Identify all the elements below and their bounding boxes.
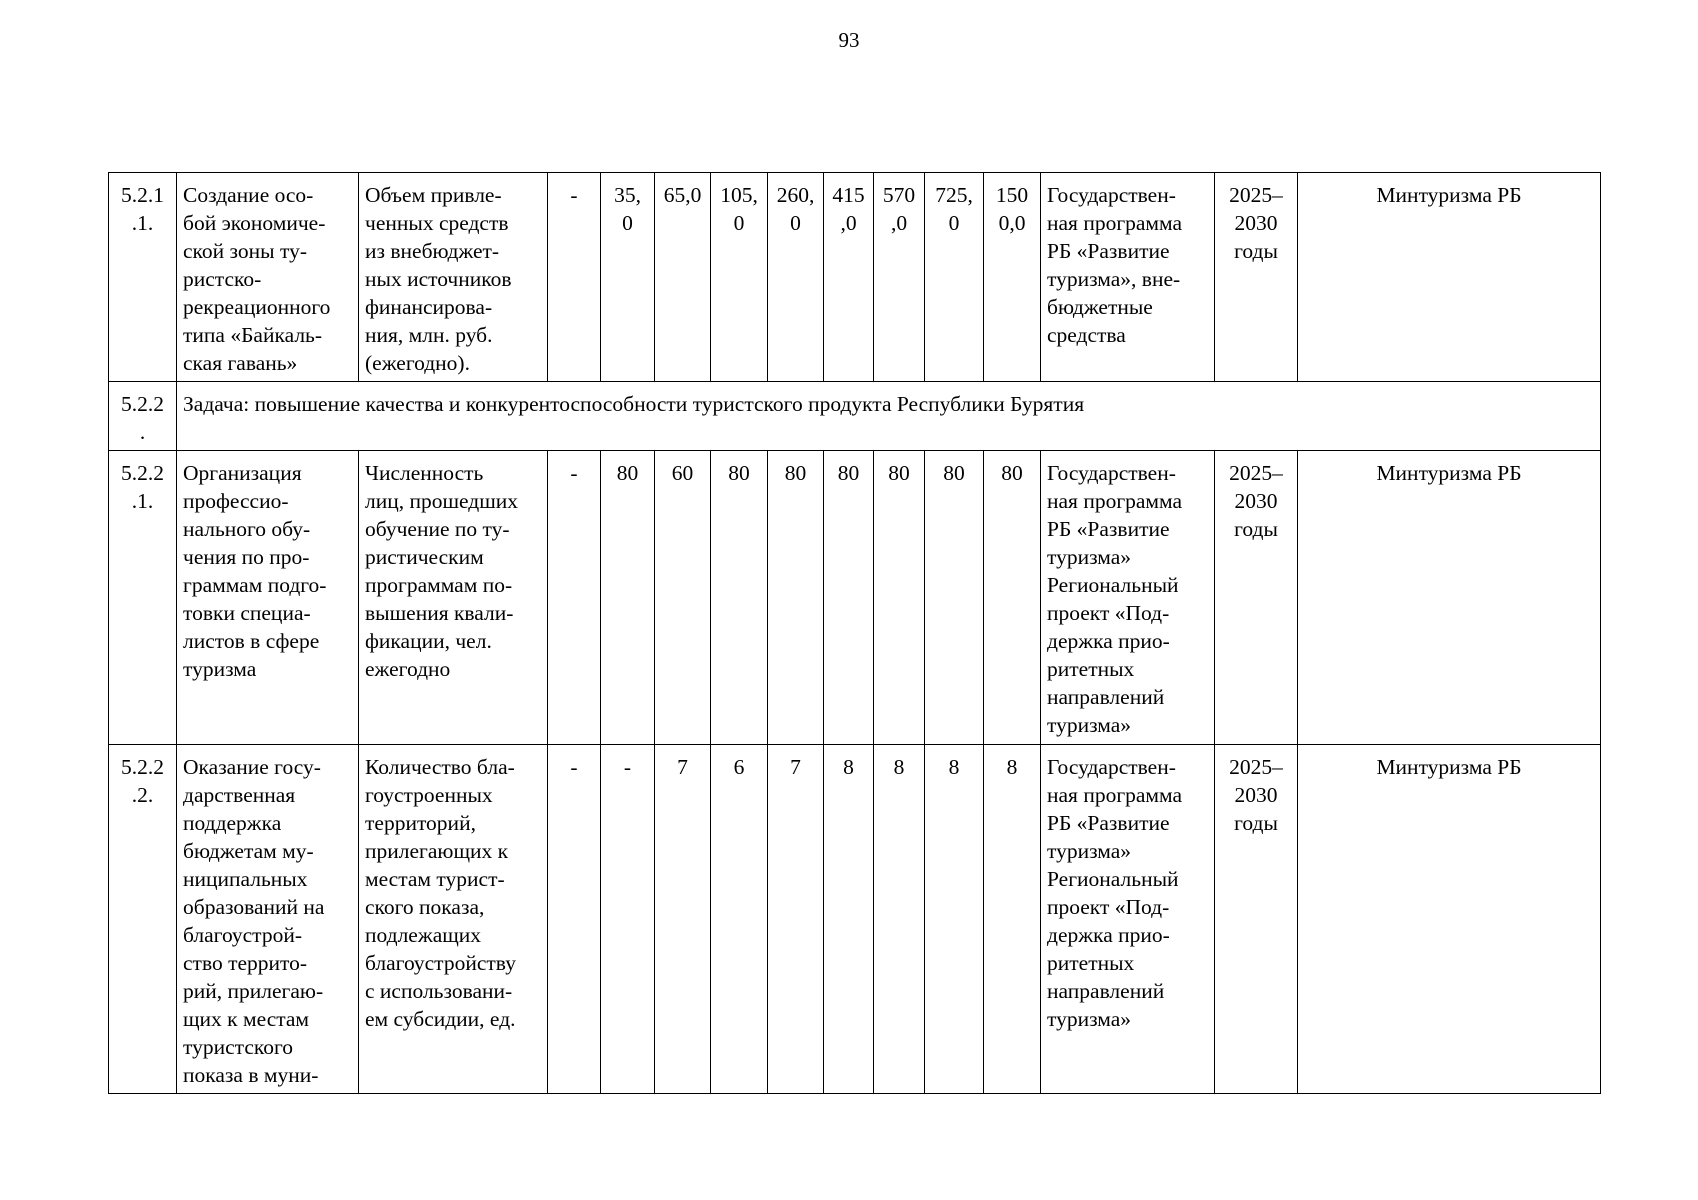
indicator-value: 80 xyxy=(874,451,925,745)
indicator-value: - xyxy=(548,451,601,745)
indicator-value: 150 0,0 xyxy=(984,173,1041,382)
funding-source: Государствен- ная программа РБ «Развитие туризма» Региональный проект «Под- держка прио- ритетных направлений туризма» xyxy=(1041,745,1215,1094)
row-code: 5.2.2 . xyxy=(109,382,177,451)
period: 2025– 2030 годы xyxy=(1215,173,1298,382)
funding-source: Государствен- ная программа РБ «Развитие туризма», вне- бюджетные средства xyxy=(1041,173,1215,382)
indicator-value: 80 xyxy=(768,451,824,745)
indicator-value: 80 xyxy=(925,451,984,745)
indicator-value: 260, 0 xyxy=(768,173,824,382)
indicator-name: Количество бла- гоустроенных территорий, прилегающих к местам турист- ского показа, подлежащих благоустройству с использовани- ем субсидии, ед. xyxy=(359,745,548,1094)
measure-name: Оказание госу- дарственная поддержка бюджетам му- ниципальных образований на благоустрой- ство террито- рий, прилегаю- щих к местам туристского показа в муни- xyxy=(177,745,359,1094)
indicator-value: 80 xyxy=(601,451,655,745)
indicator-value: 8 xyxy=(925,745,984,1094)
indicator-value: 105, 0 xyxy=(711,173,768,382)
table-row xyxy=(109,173,1601,382)
indicator-value: - xyxy=(548,745,601,1094)
indicator-value: 60 xyxy=(655,451,711,745)
period: 2025– 2030 годы xyxy=(1215,451,1298,745)
executor: Минтуризма РБ xyxy=(1298,745,1601,1094)
executor: Минтуризма РБ xyxy=(1298,451,1601,745)
period: 2025– 2030 годы xyxy=(1215,745,1298,1094)
table-row xyxy=(109,451,1601,745)
measure-name: Создание осо- бой экономиче- ской зоны ту- ристско- рекреационного типа «Байкаль- ская гавань» xyxy=(177,173,359,382)
indicator-value: 725, 0 xyxy=(925,173,984,382)
indicator-value: 415 ,0 xyxy=(824,173,874,382)
indicator-value: 8 xyxy=(984,745,1041,1094)
indicator-name: Численность лиц, прошедших обучение по ту- ристическим программам по- вышения квали- фикации, чел. ежегодно xyxy=(359,451,548,745)
table-row xyxy=(109,745,1601,1094)
indicator-value: 6 xyxy=(711,745,768,1094)
page-number: 93 xyxy=(838,28,860,52)
row-code: 5.2.2 .2. xyxy=(109,745,177,1094)
indicator-value: 80 xyxy=(984,451,1041,745)
table-row-task xyxy=(109,382,1601,451)
indicator-value: 35, 0 xyxy=(601,173,655,382)
measures-table xyxy=(108,172,1601,1094)
indicator-value: 7 xyxy=(768,745,824,1094)
row-code: 5.2.2 .1. xyxy=(109,451,177,745)
indicator-name: Объем привле- ченных средств из внебюджет- ных источников финансирова- ния, млн. руб. (ежегодно). xyxy=(359,173,548,382)
task-heading: Задача: повышение качества и конкурентоспособности туристского продукта Республики Бурятия xyxy=(177,382,1601,451)
indicator-value: - xyxy=(601,745,655,1094)
indicator-value: 7 xyxy=(655,745,711,1094)
funding-source: Государствен- ная программа РБ «Развитие туризма» Региональный проект «Под- держка прио- ритетных направлений туризма» xyxy=(1041,451,1215,745)
indicator-value: 80 xyxy=(711,451,768,745)
indicator-value: 8 xyxy=(824,745,874,1094)
measure-name: Организация профессио- нального обу- чения по про- граммам подго- товки специа- листов в сфере туризма xyxy=(177,451,359,745)
indicator-value: 65,0 xyxy=(655,173,711,382)
indicator-value: 8 xyxy=(874,745,925,1094)
executor: Минтуризма РБ xyxy=(1298,173,1601,382)
row-code: 5.2.1 .1. xyxy=(109,173,177,382)
indicator-value: 80 xyxy=(824,451,874,745)
indicator-value: - xyxy=(548,173,601,382)
indicator-value: 570 ,0 xyxy=(874,173,925,382)
